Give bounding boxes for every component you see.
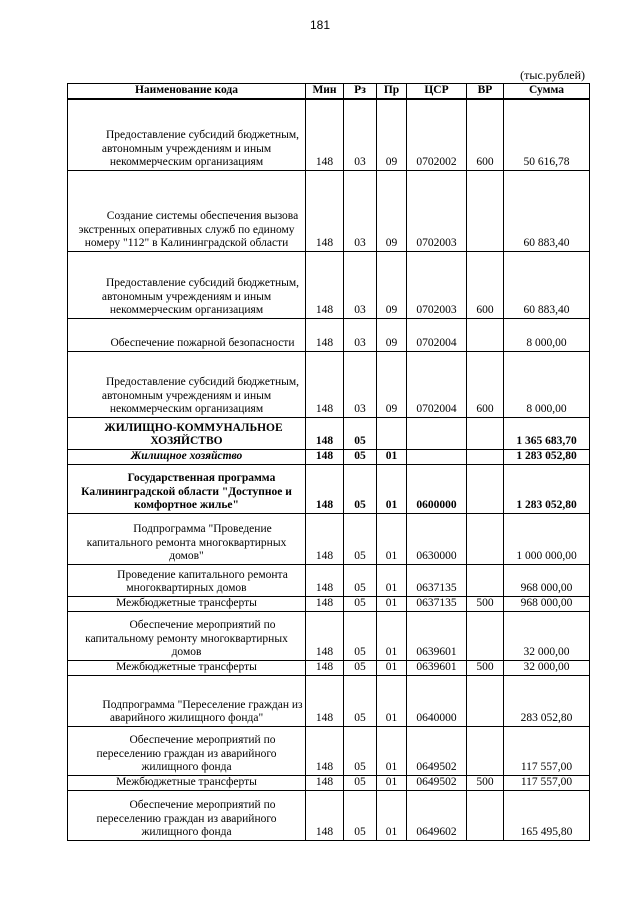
cell-pr: 01 bbox=[377, 660, 407, 675]
cell-pr: 09 bbox=[377, 318, 407, 351]
cell-vr: 500 bbox=[467, 596, 504, 611]
cell-vr: 600 bbox=[467, 99, 504, 170]
cell-pr: 01 bbox=[377, 596, 407, 611]
cell-pr: 09 bbox=[377, 170, 407, 251]
cell-vr: 500 bbox=[467, 775, 504, 790]
cell-min: 148 bbox=[306, 660, 344, 675]
table-row bbox=[68, 251, 590, 318]
cell-pr: 01 bbox=[377, 726, 407, 775]
header-vr: ВР bbox=[467, 84, 504, 100]
cell-vr: 600 bbox=[467, 251, 504, 318]
cell-name bbox=[68, 611, 306, 660]
cell-name-text: Обеспечение мероприятий по переселению граждан из аварийного жилищного фонда bbox=[96, 799, 277, 838]
cell-csr: 0637135 bbox=[407, 596, 467, 611]
cell-sum: 117 557,00 bbox=[504, 726, 590, 775]
cell-vr bbox=[467, 675, 504, 726]
cell-min: 148 bbox=[306, 99, 344, 170]
cell-rz: 03 bbox=[344, 251, 377, 318]
cell-min: 148 bbox=[306, 790, 344, 840]
cell-sum: 8 000,00 bbox=[504, 318, 590, 351]
cell-sum: 50 616,78 bbox=[504, 99, 590, 170]
cell-name bbox=[68, 726, 306, 775]
cell-sum: 968 000,00 bbox=[504, 564, 590, 596]
header-csr: ЦСР bbox=[407, 84, 467, 100]
header-sum: Сумма bbox=[504, 84, 590, 100]
cell-min: 148 bbox=[306, 726, 344, 775]
cell-min: 148 bbox=[306, 170, 344, 251]
header-pr: Пр bbox=[377, 84, 407, 100]
cell-rz: 05 bbox=[344, 417, 377, 449]
cell-pr: 01 bbox=[377, 449, 407, 464]
cell-min: 148 bbox=[306, 513, 344, 564]
cell-min: 148 bbox=[306, 675, 344, 726]
cell-min: 148 bbox=[306, 318, 344, 351]
table-row bbox=[68, 170, 590, 251]
cell-rz: 05 bbox=[344, 513, 377, 564]
cell-name bbox=[68, 170, 306, 251]
cell-rz: 05 bbox=[344, 449, 377, 464]
cell-name-text: Жилищное хозяйство bbox=[130, 450, 243, 462]
cell-sum: 1 283 052,80 bbox=[504, 464, 590, 513]
cell-min: 148 bbox=[306, 611, 344, 660]
cell-rz: 05 bbox=[344, 675, 377, 726]
table-row bbox=[68, 417, 590, 449]
cell-name bbox=[68, 449, 306, 464]
cell-csr: 0649502 bbox=[407, 726, 467, 775]
cell-csr: 0649502 bbox=[407, 775, 467, 790]
cell-pr: 09 bbox=[377, 251, 407, 318]
cell-name-text: Государственная программа Калининградской области "Доступное и комфортное жилье" bbox=[81, 472, 292, 511]
cell-pr: 01 bbox=[377, 790, 407, 840]
cell-rz: 03 bbox=[344, 351, 377, 417]
table-row bbox=[68, 449, 590, 464]
cell-sum: 1 283 052,80 bbox=[504, 449, 590, 464]
cell-csr bbox=[407, 449, 467, 464]
table-row bbox=[68, 726, 590, 775]
cell-rz: 05 bbox=[344, 790, 377, 840]
cell-vr: 600 bbox=[467, 351, 504, 417]
cell-name bbox=[68, 99, 306, 170]
cell-name-text: Обеспечение мероприятий по переселению граждан из аварийного жилищного фонда bbox=[96, 734, 277, 773]
table-row bbox=[68, 596, 590, 611]
cell-rz: 05 bbox=[344, 660, 377, 675]
cell-sum: 60 883,40 bbox=[504, 251, 590, 318]
table-row bbox=[68, 99, 590, 170]
cell-name bbox=[68, 564, 306, 596]
cell-name bbox=[68, 417, 306, 449]
cell-name-text: Межбюджетные трансферты bbox=[116, 776, 257, 788]
header-name: Наименование кода bbox=[68, 84, 306, 100]
cell-name bbox=[68, 675, 306, 726]
table-row bbox=[68, 464, 590, 513]
cell-csr: 0702004 bbox=[407, 318, 467, 351]
table-row bbox=[68, 790, 590, 840]
cell-name-text: Межбюджетные трансферты bbox=[116, 661, 257, 673]
cell-name bbox=[68, 596, 306, 611]
cell-sum: 1 000 000,00 bbox=[504, 513, 590, 564]
cell-min: 148 bbox=[306, 449, 344, 464]
table-row bbox=[68, 318, 590, 351]
header-rz: Рз bbox=[344, 84, 377, 100]
page-number: 181 bbox=[309, 18, 331, 32]
cell-min: 148 bbox=[306, 775, 344, 790]
cell-pr: 01 bbox=[377, 464, 407, 513]
cell-csr: 0630000 bbox=[407, 513, 467, 564]
cell-vr bbox=[467, 726, 504, 775]
cell-rz: 05 bbox=[344, 464, 377, 513]
cell-sum: 1 365 683,70 bbox=[504, 417, 590, 449]
cell-vr bbox=[467, 449, 504, 464]
cell-name bbox=[68, 351, 306, 417]
cell-rz: 03 bbox=[344, 170, 377, 251]
cell-vr: 500 bbox=[467, 660, 504, 675]
cell-name bbox=[68, 251, 306, 318]
cell-name-text: Предоставление субсидий бюджетным, автономным учреждениям и иным некоммерческим организациям bbox=[101, 376, 300, 415]
cell-pr: 09 bbox=[377, 99, 407, 170]
cell-csr: 0640000 bbox=[407, 675, 467, 726]
cell-csr: 0702004 bbox=[407, 351, 467, 417]
cell-csr bbox=[407, 417, 467, 449]
cell-rz: 05 bbox=[344, 726, 377, 775]
cell-name-text: Подпрограмма "Проведение капитального ремонта многоквартирных домов" bbox=[86, 523, 287, 562]
cell-pr: 09 bbox=[377, 351, 407, 417]
table-row bbox=[68, 564, 590, 596]
cell-min: 148 bbox=[306, 464, 344, 513]
cell-vr bbox=[467, 611, 504, 660]
cell-min: 148 bbox=[306, 596, 344, 611]
cell-name-text: Создание системы обеспечения вызова экстренных оперативных служб по единому номеру "112" в Калининградской области bbox=[78, 210, 299, 249]
cell-name bbox=[68, 660, 306, 675]
cell-sum: 283 052,80 bbox=[504, 675, 590, 726]
cell-name bbox=[68, 775, 306, 790]
table-row bbox=[68, 351, 590, 417]
table-row bbox=[68, 660, 590, 675]
cell-min: 148 bbox=[306, 351, 344, 417]
cell-sum: 968 000,00 bbox=[504, 596, 590, 611]
cell-csr: 0702003 bbox=[407, 170, 467, 251]
cell-pr: 01 bbox=[377, 564, 407, 596]
cell-rz: 03 bbox=[344, 99, 377, 170]
cell-sum: 60 883,40 bbox=[504, 170, 590, 251]
cell-csr: 0649602 bbox=[407, 790, 467, 840]
cell-vr bbox=[467, 513, 504, 564]
cell-name-text: ЖИЛИЩНО-КОММУНАЛЬНОЕ ХОЗЯЙСТВО bbox=[104, 421, 283, 447]
cell-min: 148 bbox=[306, 417, 344, 449]
table-header-row bbox=[68, 84, 590, 100]
budget-table bbox=[67, 83, 590, 841]
cell-vr bbox=[467, 790, 504, 840]
cell-sum: 8 000,00 bbox=[504, 351, 590, 417]
cell-name-text: Межбюджетные трансферты bbox=[116, 597, 257, 609]
cell-csr: 0702002 bbox=[407, 99, 467, 170]
cell-name bbox=[68, 513, 306, 564]
cell-rz: 03 bbox=[344, 318, 377, 351]
cell-csr: 0639601 bbox=[407, 660, 467, 675]
cell-min: 148 bbox=[306, 251, 344, 318]
cell-csr: 0600000 bbox=[407, 464, 467, 513]
header-min: Мин bbox=[306, 84, 344, 100]
table-row bbox=[68, 775, 590, 790]
cell-csr: 0702003 bbox=[407, 251, 467, 318]
table-row bbox=[68, 675, 590, 726]
cell-vr bbox=[467, 464, 504, 513]
table-row bbox=[68, 513, 590, 564]
cell-vr bbox=[467, 170, 504, 251]
cell-vr bbox=[467, 417, 504, 449]
cell-sum: 32 000,00 bbox=[504, 660, 590, 675]
cell-rz: 05 bbox=[344, 611, 377, 660]
cell-pr bbox=[377, 417, 407, 449]
cell-pr: 01 bbox=[377, 513, 407, 564]
cell-name-text: Обеспечение пожарной безопасности bbox=[110, 337, 295, 349]
cell-name bbox=[68, 464, 306, 513]
cell-rz: 05 bbox=[344, 564, 377, 596]
cell-name-text: Предоставление субсидий бюджетным, автономным учреждениям и иным некоммерческим организациям bbox=[101, 129, 300, 168]
cell-sum: 165 495,80 bbox=[504, 790, 590, 840]
cell-name-text: Подпрограмма "Переселение граждан из аварийного жилищного фонда" bbox=[102, 698, 303, 724]
cell-sum: 32 000,00 bbox=[504, 611, 590, 660]
cell-name bbox=[68, 790, 306, 840]
cell-name-text: Предоставление субсидий бюджетным, автономным учреждениям и иным некоммерческим организациям bbox=[101, 277, 300, 316]
cell-pr: 01 bbox=[377, 611, 407, 660]
cell-name-text: Обеспечение мероприятий по капитальному ремонту многоквартирных домов bbox=[85, 619, 288, 658]
cell-pr: 01 bbox=[377, 775, 407, 790]
cell-min: 148 bbox=[306, 564, 344, 596]
units-label: (тыс.рублей) bbox=[520, 68, 585, 82]
cell-csr: 0639601 bbox=[407, 611, 467, 660]
cell-vr bbox=[467, 318, 504, 351]
cell-vr bbox=[467, 564, 504, 596]
cell-pr: 01 bbox=[377, 675, 407, 726]
cell-sum: 117 557,00 bbox=[504, 775, 590, 790]
cell-rz: 05 bbox=[344, 775, 377, 790]
cell-rz: 05 bbox=[344, 596, 377, 611]
cell-name bbox=[68, 318, 306, 351]
table-row bbox=[68, 611, 590, 660]
cell-csr: 0637135 bbox=[407, 564, 467, 596]
cell-name-text: Проведение капитального ремонта многоквартирных домов bbox=[117, 568, 288, 594]
